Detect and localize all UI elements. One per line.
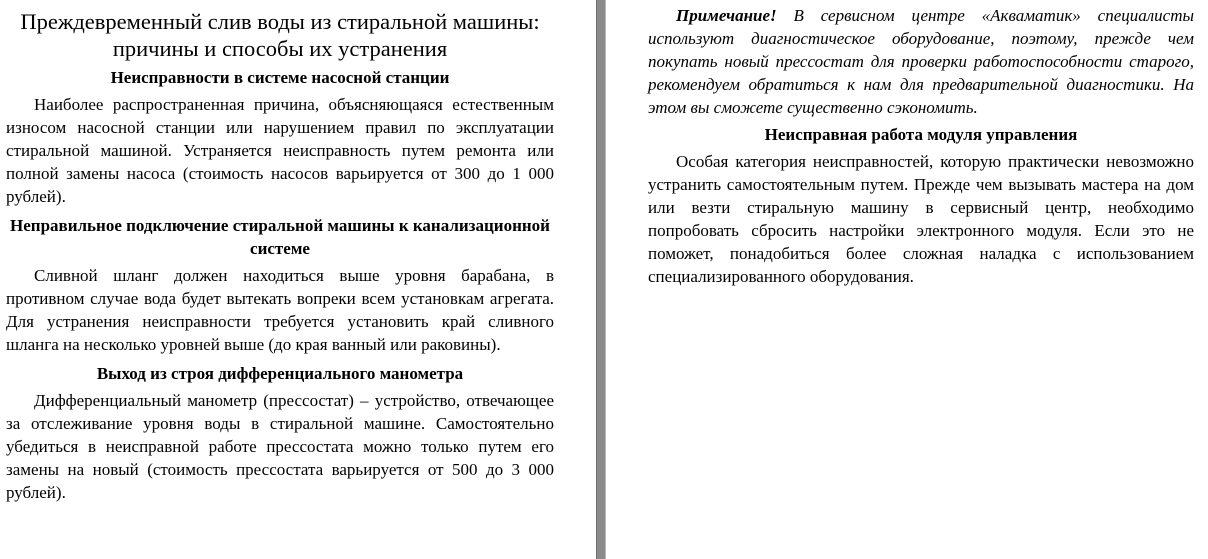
section-body-pump: Наиболее распространенная причина, объясняющаяся естественным износом насосной станции или нарушением правил по эксплуатации стиральной машиной. Устраняется неисправность путем ремонта или полной замены насоса (стоимость насосов варьируется от 300 до 1 000 рублей). — [6, 95, 554, 206]
section-heading-sewer-connection: Неправильное подключение стиральной машины к канализационной системе — [10, 216, 550, 258]
section-heading-pump: Неисправности в системе насосной станции — [110, 68, 450, 87]
right-page — [606, 0, 1208, 559]
note-paragraph — [648, 4, 1194, 119]
left-page — [0, 0, 596, 559]
section-body-sewer-connection: Сливной шланг должен находиться выше уровня барабана, в противном случае вода будет вытекать вопреки всем установкам агрегата. Для устранения неисправности требуется установить край сливного шланга на несколько уровней выше (до края ванный или раковины). — [6, 266, 554, 354]
note-text: В сервисном центре «Акваматик» специалисты используют диагностическое оборудование, поэтому, прежде чем покупать новый прессостат для проверки работоспособности старого, рекомендуем обратиться к нам для предварительной диагностики. На этом вы сможете существенно сэкономить. — [648, 6, 1194, 117]
note-label: Примечание! — [676, 6, 777, 25]
document-title: Преждевременный слив воды из стиральной машины: причины и способы их устранения — [20, 9, 540, 61]
section-body-control-module: Особая категория неисправностей, которую практически невозможно устранить самостоятельным путем. Прежде чем вызывать мастера на дом или везти стиральную машину в сервисный центр, необходимо попробовать сбросить настройки электронного модуля. Если это не поможет, понадобиться более сложная наладка с использованием специализированного оборудования. — [648, 152, 1194, 286]
section-heading-pressure-switch: Выход из строя дифференциального манометра — [96, 364, 464, 383]
section-body-pressure-switch: Дифференциальный манометр (прессостат) – устройство, отвечающее за отслеживание уровня воды в стиральной машине. Самостоятельно убедиться в неисправной работе прессостата можно только путем его замены на новый (стоимость прессостата варьируется от 500 до 3 000 рублей). — [6, 391, 554, 502]
section-heading-control-module: Неисправная работа модуля управления — [764, 125, 1078, 144]
page-gutter — [596, 0, 606, 559]
